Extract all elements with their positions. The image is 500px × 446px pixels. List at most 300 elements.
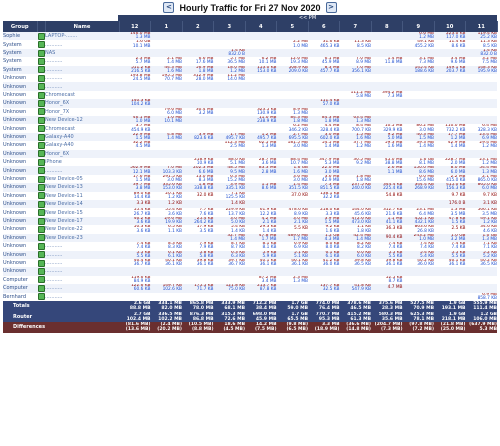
group-cell: System	[3, 40, 37, 48]
download-value: 41.8 KB	[354, 284, 371, 289]
upload-value: 264.2 KB	[194, 220, 214, 226]
column-header-name[interactable]: Name	[45, 21, 119, 32]
hour-cell	[340, 166, 372, 174]
table-row[interactable]	[3, 175, 497, 183]
device-checkbox-cell	[37, 267, 45, 275]
device-name[interactable]: New Device-14	[45, 200, 119, 208]
table-row[interactable]	[3, 82, 497, 90]
hour-cell	[119, 66, 151, 74]
column-header-hour[interactable]: 12	[119, 21, 151, 32]
device-name[interactable]: NAS	[45, 49, 119, 57]
download-value: 6.0 MB	[419, 174, 434, 179]
hour-cell	[308, 158, 340, 166]
totals-cell	[277, 301, 309, 312]
download-value: 40.1 KB	[259, 258, 277, 263]
device-name[interactable]: iPhone	[45, 158, 119, 166]
group-cell: System	[3, 57, 37, 65]
device-name[interactable]: New Device-05	[45, 175, 119, 183]
download-value: 39.7 MB	[132, 183, 151, 188]
upload-value: 3.2 MB	[198, 110, 214, 116]
hour-cell	[245, 276, 277, 284]
totals-upload: 28.3 MB	[381, 306, 403, 312]
download-value: 1.6 GB	[419, 158, 434, 163]
hour-cell	[214, 66, 246, 74]
device-checkbox[interactable]	[38, 276, 45, 283]
router-download: 336.5 MB	[158, 311, 182, 317]
download-value: 88.0 KB	[228, 158, 245, 163]
hour-cell	[371, 175, 403, 183]
device-name[interactable]: Galaxy-A40	[45, 133, 119, 141]
download-value: 1.1 MB	[387, 216, 403, 221]
download-value: 3.0 MB	[230, 216, 245, 221]
hour-cell	[340, 259, 372, 267]
upload-value: 1.6 MB	[293, 169, 308, 175]
group-cell: Unknown	[3, 217, 37, 225]
hour-cell	[371, 49, 403, 57]
device-checkbox[interactable]	[38, 58, 45, 65]
difference-cell	[466, 322, 498, 333]
upload-value: 36.7 KB	[228, 262, 245, 268]
upload-value: 36.1 KB	[259, 262, 277, 268]
column-header-hour[interactable]: 3	[214, 21, 246, 32]
table-row[interactable]	[3, 217, 497, 225]
table-row[interactable]	[3, 108, 497, 116]
download-value: 39.8 KB	[354, 258, 371, 263]
hour-cell	[466, 175, 498, 183]
device-name[interactable]: New Device-12	[45, 116, 119, 124]
router-upload: 35.6 MB	[381, 316, 403, 322]
table-row[interactable]	[3, 225, 497, 233]
device-name[interactable]: Honor_7X	[45, 108, 119, 116]
table-row[interactable]	[3, 74, 497, 82]
device-checkbox[interactable]	[38, 184, 45, 191]
device-name[interactable]: New Device-15	[45, 208, 119, 216]
device-name[interactable]: ...........	[45, 267, 119, 275]
download-value: 865.0 KB	[477, 183, 497, 188]
download-value: 6.4 MB	[482, 124, 497, 129]
hour-cell	[151, 116, 183, 124]
device-checkbox[interactable]	[38, 167, 45, 174]
hour-cell	[466, 225, 498, 233]
table-row[interactable]	[3, 124, 497, 132]
hour-cell	[151, 293, 183, 301]
device-name[interactable]: New Device-17	[45, 217, 119, 225]
table-row[interactable]	[3, 259, 497, 267]
table-row[interactable]	[3, 166, 497, 174]
device-name[interactable]: ...........	[45, 276, 119, 284]
download-value: 5.9 KB	[262, 250, 277, 255]
device-checkbox[interactable]	[38, 218, 45, 225]
upload-value: 1.2 MB	[419, 35, 434, 41]
download-value: 17.9 KB	[196, 225, 214, 230]
upload-value: 24.5 MB	[132, 77, 151, 83]
device-name[interactable]: ...........	[45, 57, 119, 65]
upload-value: 3.6 KB	[168, 211, 182, 217]
upload-value: 5.0 MB	[387, 136, 403, 142]
device-checkbox[interactable]	[38, 192, 45, 199]
device-checkbox[interactable]	[38, 108, 45, 115]
table-row[interactable]	[3, 251, 497, 259]
table-row[interactable]	[3, 91, 497, 99]
router-upload: 72.6 MB	[224, 316, 245, 322]
upload-value: 36.5 KB	[480, 262, 497, 268]
device-checkbox[interactable]	[38, 260, 45, 267]
upload-value: 203.7 KB	[446, 68, 466, 74]
device-name[interactable]: New Device-13	[45, 183, 119, 191]
prev-day-button[interactable]: <	[163, 2, 174, 13]
device-checkbox[interactable]	[38, 100, 45, 107]
download-value: 29.3 KB	[259, 225, 277, 230]
hour-cell	[371, 200, 403, 208]
hour-cell	[434, 108, 466, 116]
hour-cell	[119, 141, 151, 149]
hour-cell	[277, 267, 309, 275]
column-header-hour[interactable]: 7	[340, 21, 372, 32]
device-checkbox[interactable]	[38, 41, 45, 48]
group-cell: Unknown	[3, 158, 37, 166]
device-checkbox[interactable]	[38, 268, 45, 275]
device-name[interactable]: Chromecast	[45, 124, 119, 132]
hour-cell	[119, 183, 151, 191]
download-value: 5.5 KB	[388, 250, 403, 255]
device-checkbox-cell	[37, 251, 45, 259]
column-header-hour[interactable]: 5	[277, 21, 309, 32]
hour-cell	[245, 49, 277, 57]
hour-cell	[277, 32, 309, 40]
upload-value: 2.8 MB	[261, 169, 277, 175]
column-header-hour[interactable]: 11	[466, 21, 498, 32]
device-checkbox-cell	[37, 57, 45, 65]
hour-cell	[371, 293, 403, 301]
download-value: 312.9 MB	[193, 74, 214, 79]
device-name[interactable]: ...........	[45, 82, 119, 90]
upload-value: 328.3 KB	[477, 127, 497, 133]
difference-upload: (14.8 MB)	[346, 327, 371, 333]
device-checkbox[interactable]	[38, 125, 45, 132]
upload-value: 10.1 MB	[132, 43, 151, 49]
table-row[interactable]	[3, 293, 497, 301]
table-row[interactable]	[3, 99, 497, 107]
download-value: 7.7 KB	[199, 208, 214, 213]
hour-cell	[151, 99, 183, 107]
totals-upload: 59.0 MB	[287, 306, 308, 312]
upload-value: 117.0 KB	[446, 35, 466, 41]
group-cell: Unknown	[3, 225, 37, 233]
table-row[interactable]	[3, 133, 497, 141]
hour-cell	[182, 133, 214, 141]
device-checkbox-cell	[37, 293, 45, 301]
device-name[interactable]: ...........	[45, 251, 119, 259]
table-row[interactable]	[3, 200, 497, 208]
device-checkbox-cell	[37, 32, 45, 40]
device-name[interactable]: Chromecast	[45, 91, 119, 99]
hour-cell	[403, 192, 435, 200]
device-name[interactable]: ...........	[45, 293, 119, 301]
table-row[interactable]	[3, 267, 497, 275]
hour-cell	[466, 40, 498, 48]
device-checkbox[interactable]	[38, 243, 45, 250]
upload-value: 495.7 KB	[225, 136, 245, 142]
table-row[interactable]	[3, 284, 497, 292]
hour-cell	[182, 267, 214, 275]
hour-cell	[277, 251, 309, 259]
router-upload: 61.3 MB	[350, 316, 371, 322]
difference-download: (204.7 MB)	[374, 322, 403, 328]
upload-value: 10.7 MB	[290, 161, 308, 167]
upload-value: 5.1 KB	[294, 253, 308, 259]
hour-cell	[277, 49, 309, 57]
device-name[interactable]: New Device-22	[45, 225, 119, 233]
upload-value: 2.1 KB	[294, 220, 308, 226]
upload-value: 7.4 KB	[451, 245, 466, 251]
device-checkbox[interactable]	[38, 176, 45, 183]
download-value: 122.6 KB	[131, 284, 151, 289]
device-checkbox[interactable]	[38, 159, 45, 166]
hour-cell	[308, 208, 340, 216]
upload-value: 188.6 KB	[414, 68, 434, 74]
upload-value: 6.1 KB	[325, 253, 340, 259]
download-value: 5.8 KB	[199, 250, 214, 255]
download-value: 6.2 MB	[261, 57, 277, 62]
traffic-table	[3, 21, 498, 333]
download-value: 149.7 KB	[162, 284, 182, 289]
device-name[interactable]: ...........	[45, 40, 119, 48]
table-row[interactable]	[3, 208, 497, 216]
download-value: 2.1 MB	[167, 57, 182, 62]
upload-value: 36.0 KB	[417, 262, 434, 268]
table-row[interactable]	[3, 32, 497, 40]
device-name[interactable]: ...........	[45, 259, 119, 267]
column-header-hour[interactable]: 9	[403, 21, 435, 32]
download-value: 1.4 KB	[231, 201, 245, 207]
hour-cell	[214, 49, 246, 57]
hour-cell	[466, 82, 498, 90]
download-value: 45.0 MB	[384, 158, 403, 163]
device-checkbox[interactable]	[38, 251, 45, 258]
header-row	[3, 21, 497, 32]
table-row[interactable]	[3, 242, 497, 250]
hour-cell	[245, 66, 277, 74]
upload-value: 19.3 MB	[290, 60, 308, 66]
hour-cell	[308, 217, 340, 225]
hour-cell	[340, 267, 372, 275]
upload-value: 1.8 KB	[357, 228, 371, 234]
hour-cell	[466, 259, 498, 267]
table-row[interactable]	[3, 40, 497, 48]
download-value: 148.3 KB	[477, 65, 497, 70]
device-checkbox[interactable]	[38, 75, 45, 82]
table-row[interactable]	[3, 158, 497, 166]
group-cell: Unknown	[3, 267, 37, 275]
hour-cell	[151, 267, 183, 275]
column-header-hour[interactable]: 10	[434, 21, 466, 32]
hour-cell	[119, 91, 151, 99]
hour-cell	[466, 91, 498, 99]
table-row[interactable]	[3, 192, 497, 200]
download-value: 175.5 KB	[194, 284, 214, 289]
upload-value: 36.7 KB	[133, 262, 151, 268]
hour-cell	[277, 225, 309, 233]
hour-cell	[245, 57, 277, 65]
hour-cell	[119, 276, 151, 284]
hour-cell	[434, 217, 466, 225]
hour-cell	[277, 217, 309, 225]
hour-cell	[245, 108, 277, 116]
upload-value: 4.6 KB	[483, 228, 497, 234]
hour-cell	[277, 150, 309, 158]
download-value: 1.5 MB	[261, 183, 277, 188]
device-checkbox[interactable]	[38, 92, 45, 99]
hour-cell	[403, 66, 435, 74]
hour-cell	[434, 99, 466, 107]
device-checkbox[interactable]	[38, 201, 45, 208]
column-header-hour[interactable]: 4	[245, 21, 277, 32]
column-header-group[interactable]: Group	[3, 21, 37, 32]
column-header-hour[interactable]: 6	[308, 21, 340, 32]
upload-value: 8.9 MB	[356, 60, 371, 66]
hour-cell	[434, 192, 466, 200]
hour-cell	[466, 99, 498, 107]
upload-value: 5.4 KB	[420, 253, 434, 259]
upload-value: 328.4 KB	[320, 127, 340, 133]
device-checkbox[interactable]	[38, 285, 45, 292]
router-cell	[403, 312, 435, 323]
device-checkbox[interactable]	[38, 150, 45, 157]
upload-value: 3.6 MB	[261, 161, 277, 167]
device-checkbox[interactable]	[38, 33, 45, 40]
hour-cell	[466, 192, 498, 200]
download-value: 22.0 MB	[321, 166, 340, 171]
difference-cell	[371, 322, 403, 333]
table-row[interactable]	[3, 49, 497, 57]
hour-cell	[308, 82, 340, 90]
download-value: 4.4 MB	[324, 124, 340, 129]
totals-download: 2.6 GB	[133, 301, 151, 307]
upload-value: 57.0 KB	[322, 102, 340, 108]
device-checkbox[interactable]	[38, 142, 45, 149]
upload-value: 1.4 KB	[262, 228, 277, 234]
hour-cell	[245, 74, 277, 82]
device-name[interactable]: ...........	[45, 66, 119, 74]
upload-value: 8.0 KB	[325, 245, 340, 251]
device-name[interactable]: ...........	[45, 74, 119, 82]
hour-cell	[214, 175, 246, 183]
hour-cell	[245, 225, 277, 233]
hour-cell	[277, 74, 309, 82]
device-name[interactable]: ...........	[45, 242, 119, 250]
next-day-button[interactable]: >	[326, 2, 337, 13]
table-row[interactable]	[3, 183, 497, 191]
group-cell: Unknown	[3, 133, 37, 141]
device-name[interactable]: ...........	[45, 166, 119, 174]
upload-value: 11.8 MB	[384, 60, 403, 66]
hour-cell	[308, 200, 340, 208]
hour-cell	[308, 74, 340, 82]
device-name[interactable]: New Device-23	[45, 234, 119, 242]
hour-cell	[277, 166, 309, 174]
hour-cell	[277, 175, 309, 183]
device-checkbox[interactable]	[38, 226, 45, 233]
table-row[interactable]	[3, 57, 497, 65]
download-value: 195.5 MB	[161, 74, 182, 79]
device-checkbox[interactable]	[38, 83, 45, 90]
group-cell: Unknown	[3, 74, 37, 82]
hour-cell	[214, 293, 246, 301]
download-value: 3.0 MB	[324, 132, 340, 137]
table-row[interactable]	[3, 66, 497, 74]
device-name[interactable]: Honor_6X	[45, 150, 119, 158]
device-checkbox[interactable]	[38, 209, 45, 216]
upload-value: 351.5 KB	[288, 186, 308, 192]
device-checkbox[interactable]	[38, 66, 45, 73]
table-row[interactable]	[3, 276, 497, 284]
device-name[interactable]: ...........	[45, 284, 119, 292]
column-header-hour[interactable]: 1	[151, 21, 183, 32]
device-checkbox-cell	[37, 116, 45, 124]
download-value: 2.7 MB	[293, 132, 308, 137]
hour-cell	[371, 284, 403, 292]
upload-value: 6.9 MB	[482, 136, 497, 142]
hour-cell	[403, 99, 435, 107]
hour-cell	[308, 32, 340, 40]
download-value: 37.0 KB	[291, 192, 308, 198]
router-download: 770.7 MB	[315, 311, 340, 317]
upload-value: 36.0 KB	[322, 262, 340, 268]
device-checkbox[interactable]	[38, 293, 45, 300]
upload-value: 36.1 KB	[448, 262, 466, 268]
hour-cell	[308, 183, 340, 191]
download-value: 31.6 KB	[322, 40, 340, 45]
upload-value: 3.0 MB	[419, 127, 434, 133]
download-value: 1.6 GB	[293, 166, 308, 171]
upload-value: 14.4 KB	[133, 194, 151, 200]
column-header-check	[37, 21, 45, 32]
table-row[interactable]	[3, 116, 497, 124]
table-row[interactable]	[3, 150, 497, 158]
column-header-hour[interactable]: 2	[182, 21, 214, 32]
download-value: 49.1 KB	[480, 216, 497, 221]
hour-cell	[371, 158, 403, 166]
column-header-hour[interactable]: 8	[371, 21, 403, 32]
device-checkbox[interactable]	[38, 234, 45, 241]
hour-cell	[182, 141, 214, 149]
device-checkbox[interactable]	[38, 134, 45, 141]
upload-value: 36.1 KB	[196, 262, 214, 268]
device-checkbox[interactable]	[38, 117, 45, 124]
hour-cell	[245, 293, 277, 301]
totals-upload: 70.9 MB	[413, 306, 434, 312]
router-cell	[245, 312, 277, 323]
hour-cell	[403, 276, 435, 284]
table-row[interactable]	[3, 234, 497, 242]
hour-cell	[466, 267, 498, 275]
device-name[interactable]: New Device-11	[45, 192, 119, 200]
device-name[interactable]: LAPTOP-.......	[45, 32, 119, 40]
download-value: 46.1 KB	[448, 258, 466, 263]
device-name[interactable]: Honor_6X	[45, 99, 119, 107]
upload-value: 3.5 MB	[482, 211, 497, 217]
table-row[interactable]	[3, 141, 497, 149]
upload-value: 865.0 KB	[477, 178, 497, 184]
hour-cell	[308, 242, 340, 250]
download-value: 489.0 MB	[287, 233, 308, 238]
hour-cell	[340, 66, 372, 74]
download-value: 8.0 KB	[325, 242, 340, 247]
device-name[interactable]: Galaxy-A40	[45, 141, 119, 149]
hour-cell	[245, 234, 277, 242]
device-checkbox[interactable]	[38, 50, 45, 57]
download-value: 84.3 MB	[321, 116, 340, 121]
